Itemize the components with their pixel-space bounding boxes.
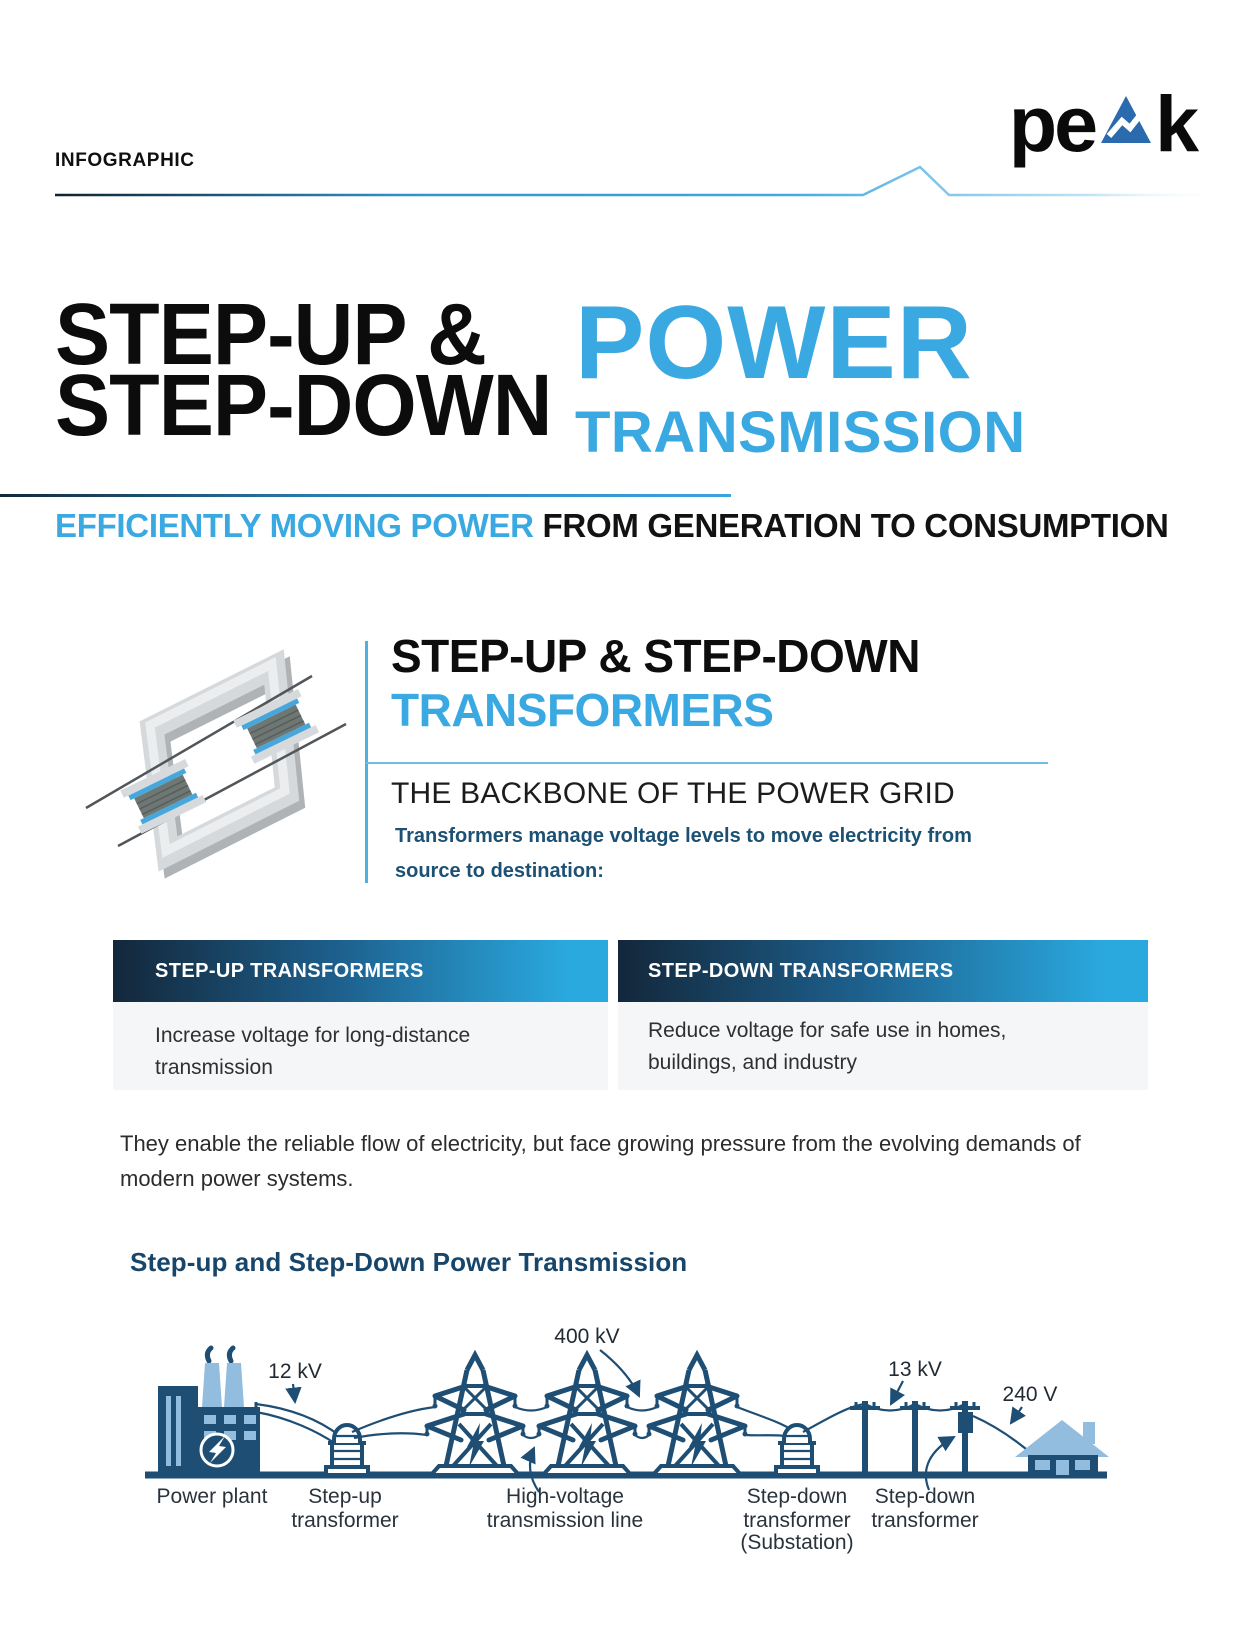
comparison-column-step-down <box>618 940 1148 1090</box>
section-subheading: THE BACKBONE OF THE POWER GRID <box>391 777 955 810</box>
mountain-peak-icon <box>1100 94 1152 144</box>
power-plant-icon <box>158 1348 260 1475</box>
logo-text-k: k <box>1155 79 1196 168</box>
section-description: Transformers manage voltage levels to move electricity from source to destination: <box>395 825 972 882</box>
substation-transformer-icon <box>776 1425 818 1475</box>
arrow <box>293 1384 295 1402</box>
title-divider <box>0 494 731 497</box>
smoke <box>207 1348 233 1361</box>
kicker-label: INFOGRAPHIC <box>55 150 195 171</box>
label-step-up-1: Step-up <box>308 1485 382 1508</box>
comparison-table <box>113 940 1148 1090</box>
transmission-tower-icon <box>537 1355 638 1475</box>
wire <box>354 1433 427 1438</box>
label-hv-line-2: transmission line <box>486 1509 644 1532</box>
column-body: Increase voltage for long-distance transmission <box>113 1002 608 1090</box>
label-step-up-2: transformer <box>291 1509 399 1532</box>
hero-title-blue-line1: POWER <box>575 285 973 401</box>
label-hv-line-1: High-voltage <box>506 1485 624 1508</box>
utility-pole-icon <box>850 1401 880 1475</box>
label-step-down-2: transformer <box>871 1509 979 1532</box>
power-transmission-diagram <box>90 1320 1210 1565</box>
transmission-tower-icon <box>425 1355 526 1475</box>
diagram-title: Step-up and Step-Down Power Transmission <box>130 1247 688 1277</box>
hero-title-dark <box>55 286 552 454</box>
pole-transformer-box <box>958 1412 973 1433</box>
hero-title-dark-line2: STEP-DOWN <box>55 357 552 454</box>
label-substation-2: transformer <box>743 1509 851 1532</box>
note-paragraph: They enable the reliable flow of electricity, but face growing pressure from the evolving demands of modern power systems. <box>120 1131 1081 1191</box>
section-heading-blue: TRANSFORMERS <box>391 684 774 736</box>
logo-text-pe: pe <box>1008 79 1096 168</box>
label-substation-1: Step-down <box>746 1485 848 1508</box>
label-substation-3: (Substation) <box>740 1531 854 1554</box>
hero-subtitle <box>55 507 1169 545</box>
comparison-column-step-up <box>113 940 608 1090</box>
column-body: Reduce voltage for safe use in homes, buildings, and industry <box>618 1002 1148 1090</box>
section-heading-dark: STEP-UP & STEP-DOWN <box>391 630 920 682</box>
hero-subtitle-dark: FROM GENERATION TO CONSUMPTION <box>533 507 1169 544</box>
coil <box>120 759 206 834</box>
voltage-label-13kv: 13 kV <box>888 1358 942 1381</box>
arrow <box>891 1381 903 1404</box>
wire <box>352 1407 435 1432</box>
voltage-label-240v: 240 V <box>1002 1383 1058 1406</box>
wire <box>256 1404 340 1436</box>
hero-subtitle-blue: EFFICIENTLY MOVING POWER <box>55 507 534 544</box>
utility-pole-icon <box>900 1401 930 1475</box>
house-icon <box>1015 1420 1109 1475</box>
hero-title-blue <box>575 285 1026 465</box>
section-divider <box>366 762 1048 764</box>
transformer-core-illustration <box>72 602 364 884</box>
voltage-label-400kv: 400 kV <box>554 1325 620 1348</box>
label-step-down-1: Step-down <box>874 1485 976 1508</box>
voltage-label-12kv: 12 kV <box>268 1360 322 1383</box>
transmission-tower-icon <box>647 1355 748 1475</box>
column-header: STEP-DOWN TRANSFORMERS <box>618 940 1148 1002</box>
hero-title-dark-line1: STEP-UP & <box>55 286 486 383</box>
arrow <box>926 1437 954 1490</box>
step-up-transformer-icon <box>326 1425 368 1475</box>
column-header: STEP-UP TRANSFORMERS <box>113 940 608 1002</box>
label-power-plant: Power plant <box>156 1485 268 1508</box>
wire <box>256 1412 336 1444</box>
brand-logo <box>1008 79 1196 168</box>
hero-title-blue-line2: TRANSMISSION <box>575 400 1026 465</box>
arrow <box>1011 1407 1022 1423</box>
header-rule <box>55 163 1230 199</box>
